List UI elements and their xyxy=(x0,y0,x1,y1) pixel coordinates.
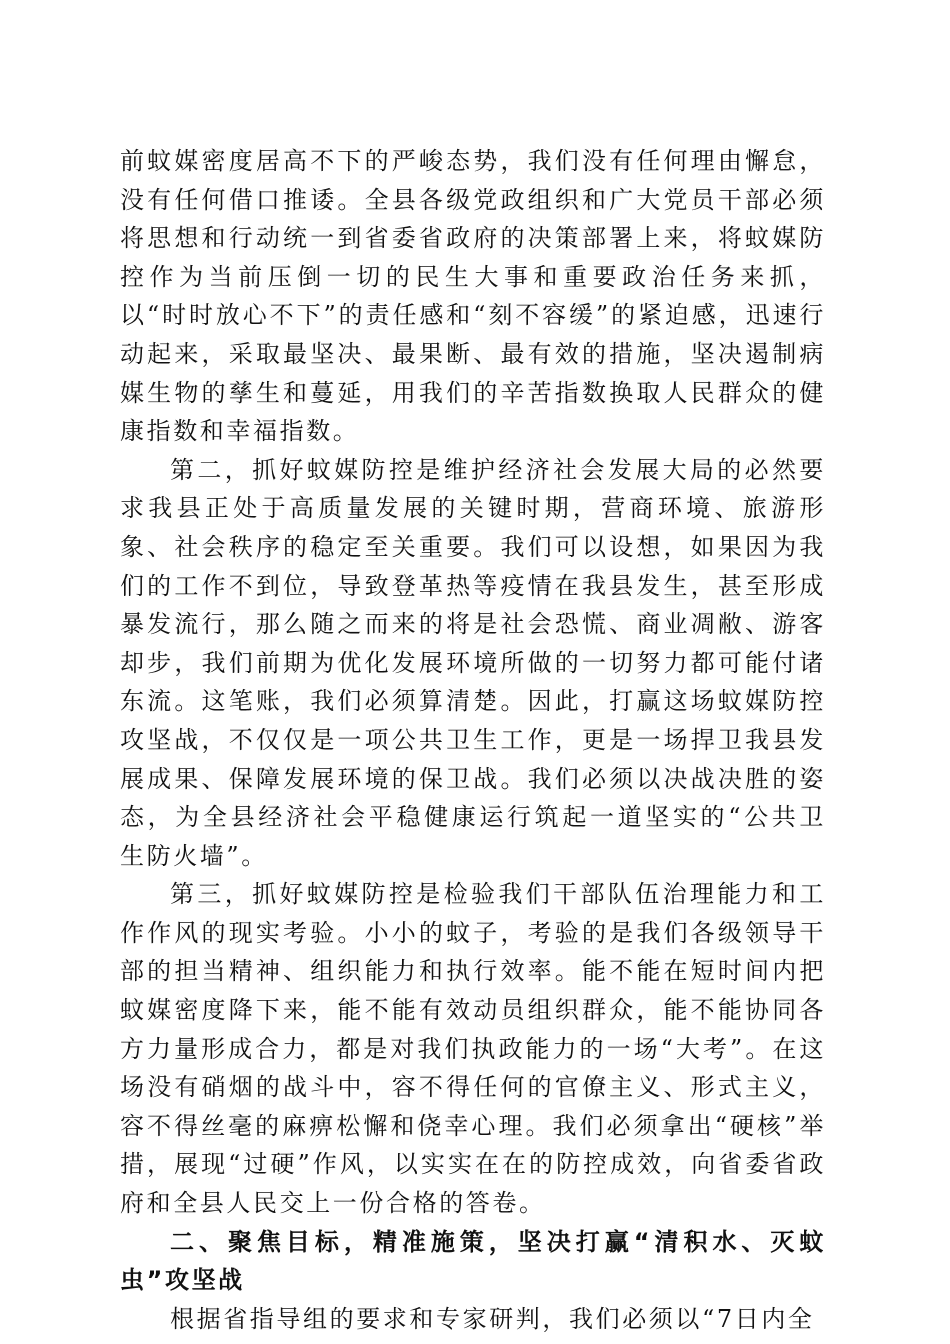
paragraph-third-point: 第三，抓好蚊媒防控是检验我们干部队伍治理能力和工作作风的现实考验。小小的蚊子，考验的是我们各级领导干部的担当精神、组织能力和执行效率。能不能在短时间内把蚊媒密度降下来，能不能有效动员组织群众，能不能协同各方力量形成合力，都是对我们执政能力的一场“大考”。在这场没有硝烟的战斗中，容不得任何的官僚主义、形式主义，容不得丝毫的麻痹松懈和侥幸心理。我们必须拿出“硬核”举措，展现“过硬”作风，以实实在在的防控成效，向省委省政府和全县人民交上一份合格的答卷。 xyxy=(120,880,826,1218)
paragraph-continued: 前蚊媒密度居高不下的严峻态势，我们没有任何理由懈怠，没有任何借口推诿。全县各级党政组织和广大党员干部必须将思想和行动统一到省委省政府的决策部署上来，将蚊媒防控作为当前压倒一切的民生大事和重要政治任务来抓，以“时时放心不下”的责任感和“刻不容缓”的紧迫感，迅速行动起来，采取最坚决、最果断、最有效的措施，坚决遏制病媒生物的孳生和蔓延，用我们的辛苦指数换取人民群众的健康指数和幸福指数。 xyxy=(120,147,826,446)
paragraph-section-intro: 根据省指导组的要求和专家研判，我们必须以“7日内全 xyxy=(170,1304,815,1333)
document-body xyxy=(120,142,826,1338)
section-heading: 二、聚焦目标，精准施策，坚决打赢“清积水、灭蚊虫”攻坚战 xyxy=(120,1227,826,1295)
paragraph-second-point: 第二，抓好蚊媒防控是维护经济社会发展大局的必然要求我县正处于高质量发展的关键时期，营商环境、旅游形象、社会秩序的稳定至关重要。我们可以设想，如果因为我们的工作不到位，导致登革热等疫情在我县发生，甚至形成暴发流行，那么随之而来的将是社会恐慌、商业凋敝、游客却步，我们前期为优化发展环境所做的一切努力都可能付诸东流。这笔账，我们必须算清楚。因此，打赢这场蚊媒防控攻坚战，不仅仅是一项公共卫生工作，更是一场捍卫我县发展成果、保障发展环境的保卫战。我们必须以决战决胜的姿态，为全县经济社会平稳健康运行筑起一道坚实的“公共卫生防火墙”。 xyxy=(120,455,826,870)
